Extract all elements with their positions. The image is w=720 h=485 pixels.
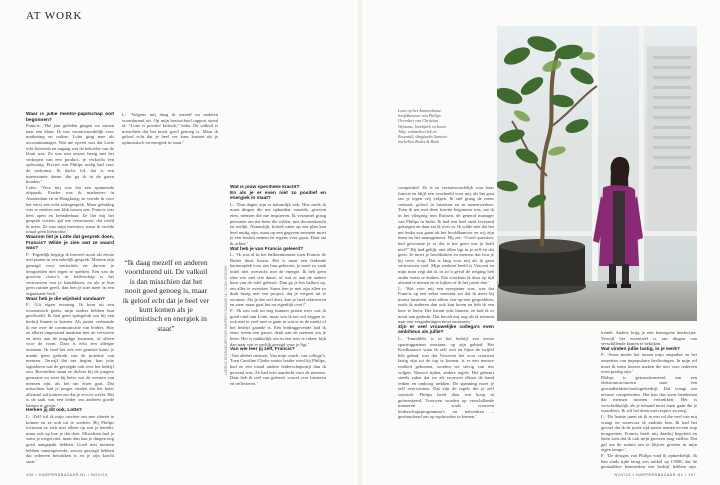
interview-answer: F: ‘Uit eigen ervaring. Ik kom uit een economisch gezin, mijn ouders hebben hun geschoold. Ik had geen spitsgeluk om bij een bedrijf binnen te komen. Als junior verbaasde ik me over de communicatie van leiders. Hoe ze allerei ongetraind maakten met de verstoren en niets aan de jeugdige kwamen, of alleen voor de vorm. Daar is echt een allergie ontstaan. Ik vind het ook een gemiste kans; je mankt geen gebruik van de potentie van mensen. Terwijl dat net begint, kan jeite signaleren wat de gevolgde ook over het bedrijf zou. Bovendien staan ze dichter bij de jongere generatie en weet hij beter wat de wensen van mensen zijn, als het om eisen gaat. Dat misschien bad je jonger vinden dat het beter allemaal zal komen om dat je ervoor werkt. Het is de taak van een leider om anderen goede kansen te geven.’ — [26, 302, 114, 408]
office-scene-illustration — [497, 26, 697, 321]
interview-question: Waarom liet je Lotte dat gesprek doen, Francis? Wilde je zien wat ze waard was? — [26, 235, 114, 252]
interview-answer: L: ‘Inmiddels is in het bedrijf een eerste sparringpartner ontstaan, op zijn gebied. Het Koolkantoor waar ik zelf ooit en bijna de twijfel heb gehad, was dat Vrouwen het voor vrouwen lastig zijn tot de top te komen, is er een nieuwe realiteit gekomen, worden we stevig van iets volgen. Nieuwe tijden, andere regels. Het gebeurt steeds vaker dat we als vrouwen elkaar de hand reiken en omhoog trekken. De spanning moet je zelf overwinnen. Dat zijn de regels die je zelf vaststelt. Philips heeft daar een hoop in geïnvesteerd. Vrouwen worden op verschillende manieren – zoals vrouwen leiderschapsprogramma’s en netwerken – gestimuleerd om op topfuncties te komen.’ — [398, 336, 494, 420]
interview-question: Wat heb je van Francis geleerd? — [230, 246, 304, 252]
caption-line: Lotte op het Amsterdamse — [398, 108, 442, 113]
interview-answer: F: ‘De designs van Philips vind ik opmerkelijk. Ik ben sinds tijde terug een artikel op CNBC dat de geniaaldste kenmerken een bedrijf hebben zijn. — [601, 453, 697, 470]
interview-question: Wat vinden jullie lastig, in je werk? — [601, 346, 680, 352]
article-column-3 — [398, 185, 494, 470]
footer-left: 106 • HARPERSBAZAAR.NL • NOV/23 — [26, 473, 108, 477]
interview-question: En als je er even niet zo positief en energiek in staat? — [230, 190, 326, 202]
interview-answer: L: ‘De laatste jaren zit ik in een rol die veel van mij vraagt en waarvoor ik ambitie ben. Ik had het gevoel dat ik de juiste tijd moest nemen en een stap terugzetten. Francis heeft mij daarbij begeleid en laten zien dat ik ook mijn grenzen mag stellen. Dat gaf me de ruimte om te blijven groeien in mijn eigen tempo.’ — [601, 413, 697, 453]
section-title: AT WORK — [26, 10, 83, 22]
caption-line: Overshirt van Christian — [398, 118, 439, 124]
caption-line: hoofdkantoor van Philips. — [398, 113, 442, 119]
footer-right: NOV/23 • HARPERSBAZAAR.NL • 107 — [614, 473, 696, 477]
interview-answer: L: ‘Zelf wil ik mijn carrière om met ideeën te komen en ze ook uit te werken. Bij Philips focussen ze zich niet alleen op wat je bereikt, maar ook op hoe je dat doet. Misschien had je soms je toegst niet, maar dan kan je dingen nog goed aangepakt hebben. Goed met mensen hebben samengewerkt, ervoor gezorgd hebben dat iedereen betrokken is en je zijn kracht staat.’ — [26, 414, 114, 464]
interview-answer: trende. Anders krijg je een homogene denkwijze. Terwijl het essentieel is om dingen van verschillende kanten te bekijken.’ — [601, 330, 697, 347]
interview-question: Herken jij dit ook, Lotte? — [26, 408, 82, 414]
interview-answer: ‘Van allebei mensen. Van mijn coach, van collega’s. Toen Caroline Clarke senior leader werd bij Philips, had ze een totaal andere leiderschapsstijl dan ik gewend was. Ze had echt aandacht voor de mensen. Daar heb ik veel van geleerd, vooral over luisteren en reflecteren.’ — [230, 352, 326, 386]
article-column-4 — [601, 330, 697, 470]
interview-question: Zijn er veel vrouwelijke collega’s even ambitieus als jullie? — [398, 324, 494, 336]
interview-question: Waar heb je die wijsheid vandaan? — [26, 296, 105, 302]
caption-line: oorbellen Bodes & Buds — [398, 139, 440, 145]
interview-answer: L: ‘Dan dagen zijn er natuurlijk ook. Hoe merk ik maar dingen die me opbuiden: muziek, gewoon eten, mensen die me inspireren. Ik verzamel graag personen om me heen die willen, met doorzetkracht en eerlijk. Natuurlijk, kritiek uiten op een plan kan heel nuttig zijn, maar op een gegeven moment moet je een besluit nemen en ergens voor gaan. Daar sta ik achter.’ — [230, 201, 326, 246]
caption-line: Toby, ruimsebeerlek ​en — [398, 128, 437, 134]
caption-line: Essentiël, slingbacks Santoni — [398, 134, 447, 140]
interview-question: Waar is jullie mentor-papilschap ooit begonnen? — [26, 112, 114, 123]
interview-answer: Philips is getransformeerd van een elektronicaconcern naar een gezondheidstechnologiebedrijf. Dat vraagt om nieuwe competenties. Het kan dus soms betekenen dat mensen moeten vertrekken. Het is verschrikkelijk als je iemand moet laten gaan die je waardeert. Ik wil het doen met respect en zorg.’ — [601, 374, 697, 414]
interview-answer: Francis: ‘Het jaar geleden gingen we samen naar een klant. Ik was verantwoordelijk voor marketing en online, Lotte ging mee als accountmanager. Wat me opviel was dat Lotte echt luisterde en nagaag wat de behoefte van de klant was. Ze was niet zozeer bezig met het verkopen van een product, je verkocht een oplossing. Precies wat Philips nodig had voor de toekomst. Ik dacht: lol, dat is een interessante dame, die ga ik in de gaten houden.’ — [26, 123, 114, 185]
portrait-photo — [497, 26, 697, 321]
article-column-1 — [26, 112, 114, 470]
interview-answer: F: ‘Eigenlijk begrijp ik hoeveel nooit als eerste met praten in een zakelijk gesprek. Mensen zijn geneigd voor senioriteit en durven je terugtreden niet tegen te spreken. Een van de grootste risico’s in leiderschap is het vertrouwen van je kandidaten, en als je hun geen ruimte geeft, dan ben je niet meer in een organisatie leeft.’ — [26, 251, 114, 296]
interview-answer: F: ‘Ik zou ook nu nog kunnen praten over wat ik goed vind aan Lotte, maar wat ik net wil zeggen is: ook niet te veel mee te gaan in wat er in de markt of het bedrijf gaande is. Eén leidinggevende had ik eens: neem een pauze, denk aan de mensen om je heen. Het is makkelijk om in een roes te raken; kijk dan naar wat er eerlijk gezegd voor je ligt.’ — [230, 308, 326, 347]
interview-answer: Lotte: ‘Voor mij was dat een spannende afspraak. Eerder was ik marketeer in Amsterdam en in Hongkong; ze voerde ik voor het eerst een echt salesgesprek. Maar gelukkig was er meteen een klik tussen ons. Francis was heel open en benaderbaar. Ze liet mij het gesprek voeren, gaf me vertrouwen, dat voeld ik meer. Ze was mijn meesters; maar ik voelde totaal geen hiërarchie.’ — [26, 184, 114, 235]
pull-quote: “Ik daag mezelf en anderen voortdurend uit. De valkuil is dan misschien dat het nooit goed genoeg is, maar ik geloof echt dat je heel ver kunt komen als je optimistisch en energiek in staat” — [122, 258, 210, 333]
interview-question: Van wie leer jij zelf, Francis? — [230, 347, 295, 353]
interview-answer: L: ‘Ik was al in het balkonmoment toen Francis de Ruiter thuis kwam. Het is maar een leidende kantoorplek voor ons hun geboorte, je moet zo vaak intiel niet overzicht met de energie. Ik heb geen idee wie met wie danst, of wat er aan de andere kant van de tafel gebeurt. Dan ga je het balkon op, om alles te overzien. Soms ben je met zijn allen zo druk bezig met een project, dat je vergeet uit te zoomen. Als je dat wel doet, kun je heel relativeren en zien: maar gaat het nu eigenlijk over?’ — [230, 252, 326, 308]
article-column-2-continued — [230, 185, 326, 470]
interview-answer: L: ‘Volgens mij daag ik mezelf en anderen voortdurend uit. Op mijn basisschool rapport stond al: “Lotte is positief kritisch,” haha. De valkuil is misschien dat het nooit goed genoeg is. Maar ik geloof echt dat je heel ver kunt komen als je optimistisch en energiek in staat.’ — [122, 112, 218, 145]
page-gutter — [358, 0, 362, 485]
photo-credit: LORENZ ROZEMEIJER FOR HARPER'S BAZAAR NL / ICON STUDIOS — [224, 265, 228, 375]
article-column-2 — [122, 112, 218, 244]
interview-answer: competitief. Ze is zo verantwoordelijk voor haar functie en blijft een voorbeeld voor mij, als het gaat om je eigen vrij volgen. Ik stel graag de mens centraal, geloof in luisteren en in samenwerken. Toen ik net met deze functie begonnen was, zat ik in het vliegtuig met Ruitsen, de general manager van Philips in India. Ik had een heel sterk leverand gekregen en daar zat ik over in. Ik wilde niet dat het net leuke zou gaan uit het hoofdkantoor en wij zijn team en het management. Hij zei: “Good question; had gewoonte je er dat is het geen wat je boilt niet?” Hij had gelijk, niet allen ligt in je zelf en dat geen. Je moet je hoofdzaken en mensen dat hou je bij weer, erop. Dat is lang voor mij als ik geen vertrouwen voel. Mijn sterkere beeld is Vincent en mijn man zegt dat ik in zo’n geval de neiging heb onder water te duiken. Dat voorkom ik door op tijd afstand te nemen en te kijken of ik het juiste doe.’ — [398, 185, 494, 286]
interview-question: Wat is jouw specifieke kracht? — [230, 185, 300, 190]
interview-answer: F: ‘Soms merkt het tussen mijn empathie en het omzetten van impopulaire beslissingen. In mijn rol moet ik soms keuzes maken die niet voor iedereen even prettig zijn.’ — [601, 352, 697, 375]
photo-caption — [398, 108, 460, 144]
interview-answer: L: ‘Wat voor mij een eyeopener was, was dat Francis op een zeker moment zei dat ik meer bij moest luisteren, niet alleen een-op-een gesprekken, zoals ik anderen dan ook kan horen en heb ik een keer te leren. Die kwam echt binnen; ze had ik er nooit aan gedacht. Dat bevalt mij nog als ik mensen naar een vergaderingen moet aansturen.’ — [398, 285, 494, 325]
caption-line: Wijnants, broekjurk en boots — [398, 123, 446, 129]
